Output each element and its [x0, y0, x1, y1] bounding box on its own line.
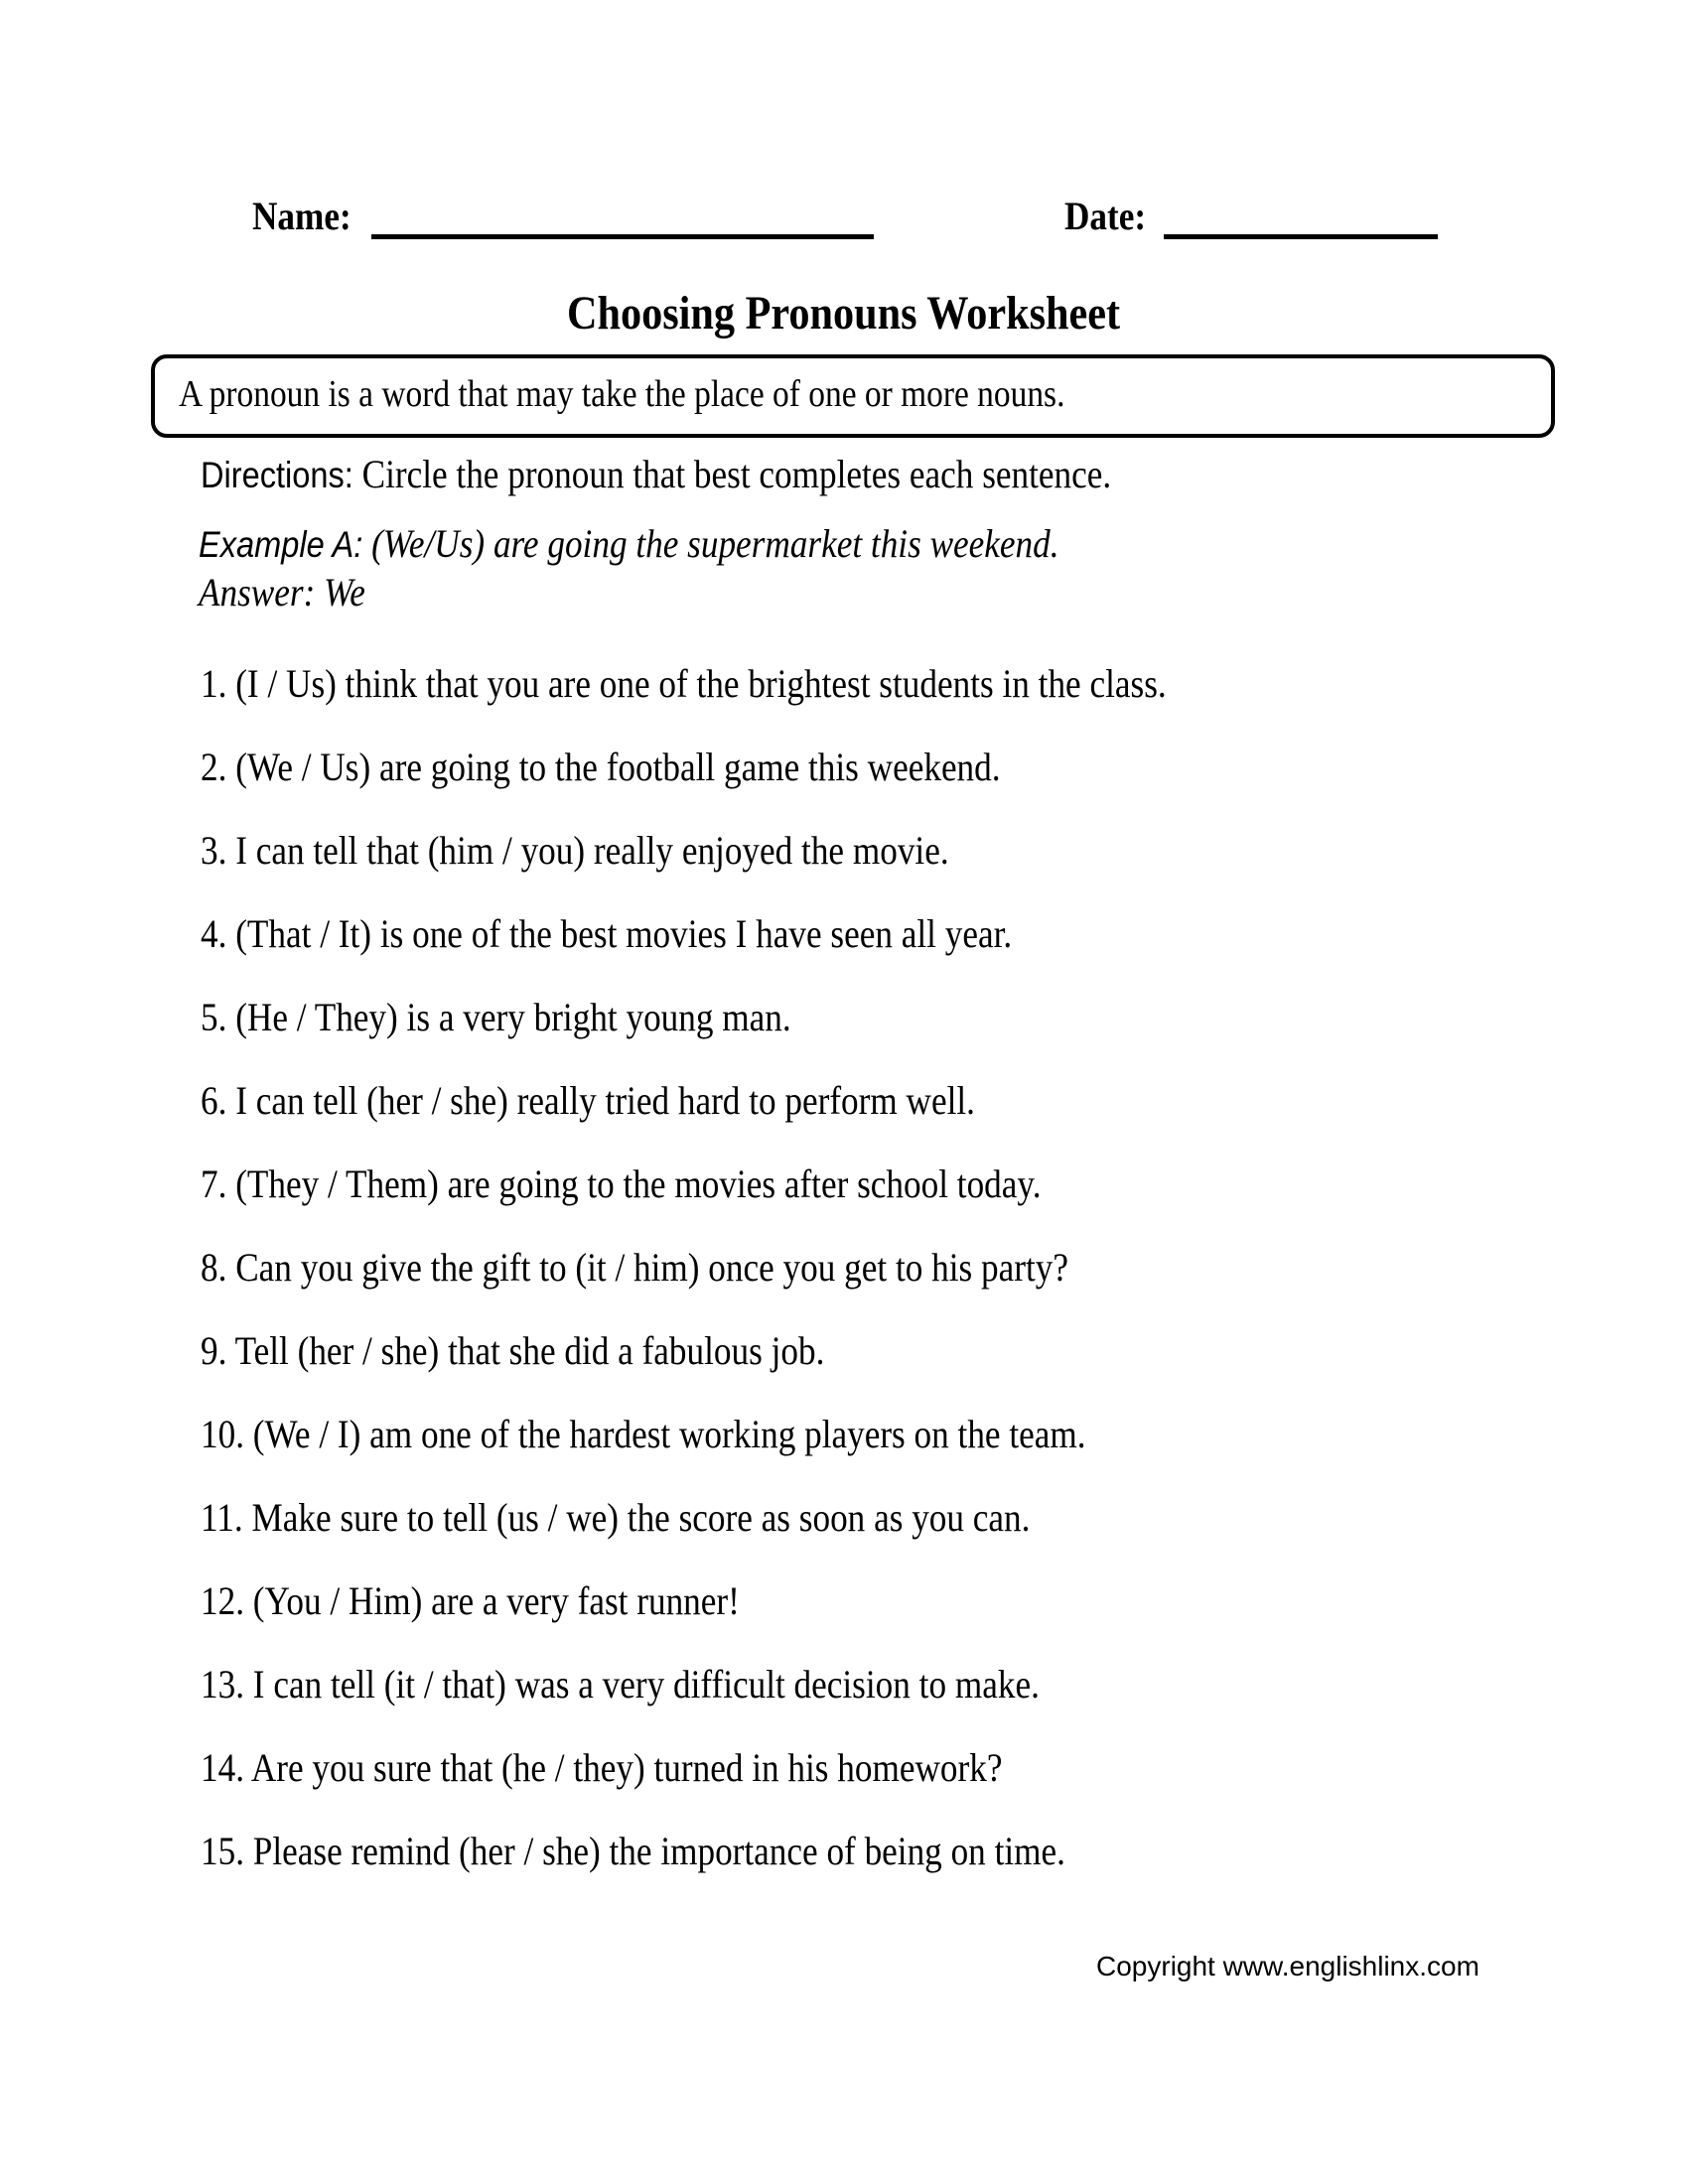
directions-line: [201, 452, 1112, 496]
question-item-12: 12. (You / Him) are a very fast runner!: [201, 1578, 740, 1623]
definition-box: [151, 354, 1555, 438]
question-item-3: 3. I can tell that (him / you) really enjoyed the movie.: [201, 828, 949, 873]
question-item-11: 11. Make sure to tell (us / we) the score as soon as you can.: [201, 1495, 1031, 1540]
question-item-6: 6. I can tell (her / she) really tried hard to perform well.: [201, 1078, 975, 1123]
question-item-9: 9. Tell (her / she) that she did a fabulous job.: [201, 1328, 825, 1373]
question-item-5: 5. (He / They) is a very bright young man.: [201, 995, 791, 1039]
question-item-1: 1. (I / Us) think that you are one of the brightest students in the class.: [201, 661, 1167, 706]
page-title: Choosing Pronouns Worksheet: [567, 287, 1121, 340]
example-answer: Answer: We: [199, 570, 365, 614]
question-item-8: 8. Can you give the gift to (it / him) once you get to his party?: [201, 1245, 1068, 1290]
question-item-10: 10. (We / I) am one of the hardest working players on the team.: [201, 1412, 1086, 1456]
directions-text: Circle the pronoun that best completes each sentence.: [352, 452, 1112, 496]
question-item-15: 15. Please remind (her / she) the importance of being on time.: [201, 1829, 1065, 1873]
name-label: Name:: [252, 194, 352, 238]
question-item-7: 7. (They / Them) are going to the movies after school today.: [201, 1161, 1042, 1206]
question-item-2: 2. (We / Us) are going to the football game this weekend.: [201, 745, 1001, 789]
definition-text: A pronoun is a word that may take the place of one or more nouns.: [179, 373, 1065, 415]
copyright-text: Copyright www.englishlinx.com: [1096, 1951, 1479, 1981]
example-block: [199, 520, 1059, 616]
date-label: Date:: [1064, 194, 1147, 238]
example-label: Example A:: [199, 524, 363, 565]
date-underline: [1164, 234, 1438, 239]
example-line: [199, 520, 1059, 569]
example-sentence: (We/Us) are going the supermarket this weekend.: [362, 521, 1059, 566]
question-item-14: 14. Are you sure that (he / they) turned in his homework?: [201, 1745, 1003, 1790]
directions-label: Directions:: [201, 455, 353, 495]
questions-list: [201, 661, 1298, 1915]
title-row: [0, 287, 1688, 340]
question-item-4: 4. (That / It) is one of the best movies I have seen all year.: [201, 911, 1013, 956]
name-underline: [371, 234, 874, 239]
question-item-13: 13. I can tell (it / that) was a very difficult decision to make.: [201, 1662, 1040, 1706]
